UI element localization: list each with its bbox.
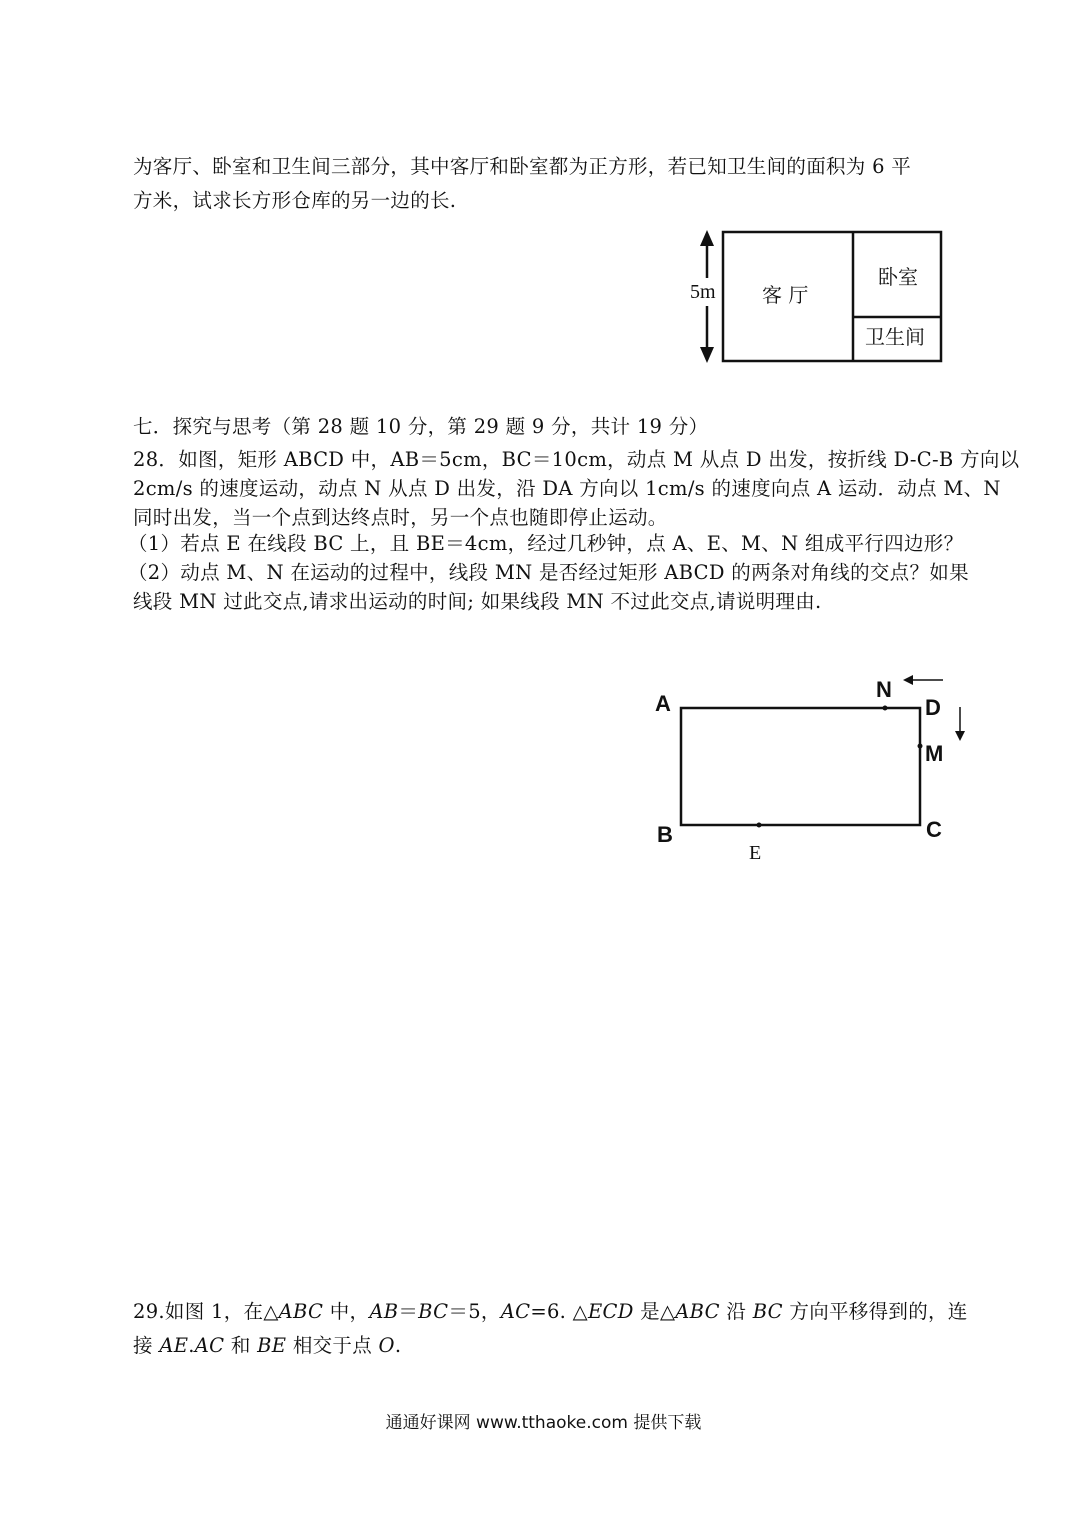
label-b: B — [657, 822, 673, 847]
rectangle-abcd-figure — [645, 665, 975, 865]
q28-line-2: 2cm/s 的速度运动，动点 N 从点 D 出发，沿 DA 方向以 1cm/s 的速度向点 A 运动．动点 M、N — [133, 477, 1001, 500]
section-heading: 七．探究与思考（第 28 题 10 分，第 29 题 9 分，共计 19 分） — [133, 415, 709, 438]
label-n: N — [876, 677, 892, 702]
q29-line-1: 29.如图 1，在△ABC 中，AB＝BC＝5，AC=6. △ECD 是△ABC 沿 BC 方向平移得到的，连 — [133, 1300, 968, 1323]
q28-line-1: 28．如图，矩形 ABCD 中，AB＝5cm，BC＝10cm，动点 M 从点 D 出发，按折线 D-C-B 方向以 — [133, 448, 1020, 471]
q28-part-2-line-2: 线段 MN 过此交点,请求出运动的时间; 如果线段 MN 不过此交点,请说明理由. — [133, 590, 822, 613]
point-e — [757, 823, 762, 828]
living-room-label: 客 厅 — [762, 283, 809, 307]
left-arrow-icon — [903, 675, 943, 685]
down-arrow-icon — [955, 707, 965, 741]
page-footer: 通通好课网 www.tthaoke.com 提供下载 — [385, 1413, 702, 1433]
intro-line-1: 为客厅、卧室和卫生间三部分，其中客厅和卧室都为正方形，若已知卫生间的面积为 6 平 — [133, 155, 912, 178]
label-e: E — [749, 842, 762, 864]
label-a: A — [655, 691, 671, 716]
rectangle-abcd — [681, 708, 920, 825]
label-m: M — [925, 741, 944, 766]
warehouse-floor-plan — [680, 220, 960, 375]
bedroom-label: 卧室 — [878, 265, 918, 289]
label-c: C — [926, 817, 942, 842]
bathroom-label: 卫生间 — [865, 325, 925, 349]
point-n — [883, 706, 888, 711]
q28-part-1: （1）若点 E 在线段 BC 上，且 BE＝4cm，经过几秒钟，点 A、E、M、N 组成平行四边形？ — [128, 532, 964, 555]
q28-part-2-line-1: （2）动点 M、N 在运动的过程中，线段 MN 是否经过矩形 ABCD 的两条对角线的交点？如果 — [128, 561, 969, 584]
height-label: 5m — [690, 281, 716, 303]
q29-line-2: 接 AE.AC 和 BE 相交于点 O. — [133, 1334, 402, 1357]
q28-line-3: 同时出发，当一个点到达终点时，另一个点也随即停止运动。 — [133, 506, 668, 529]
label-d: D — [925, 695, 941, 720]
intro-line-2: 方米，试求长方形仓库的另一边的长. — [133, 189, 457, 212]
point-m — [918, 744, 923, 749]
